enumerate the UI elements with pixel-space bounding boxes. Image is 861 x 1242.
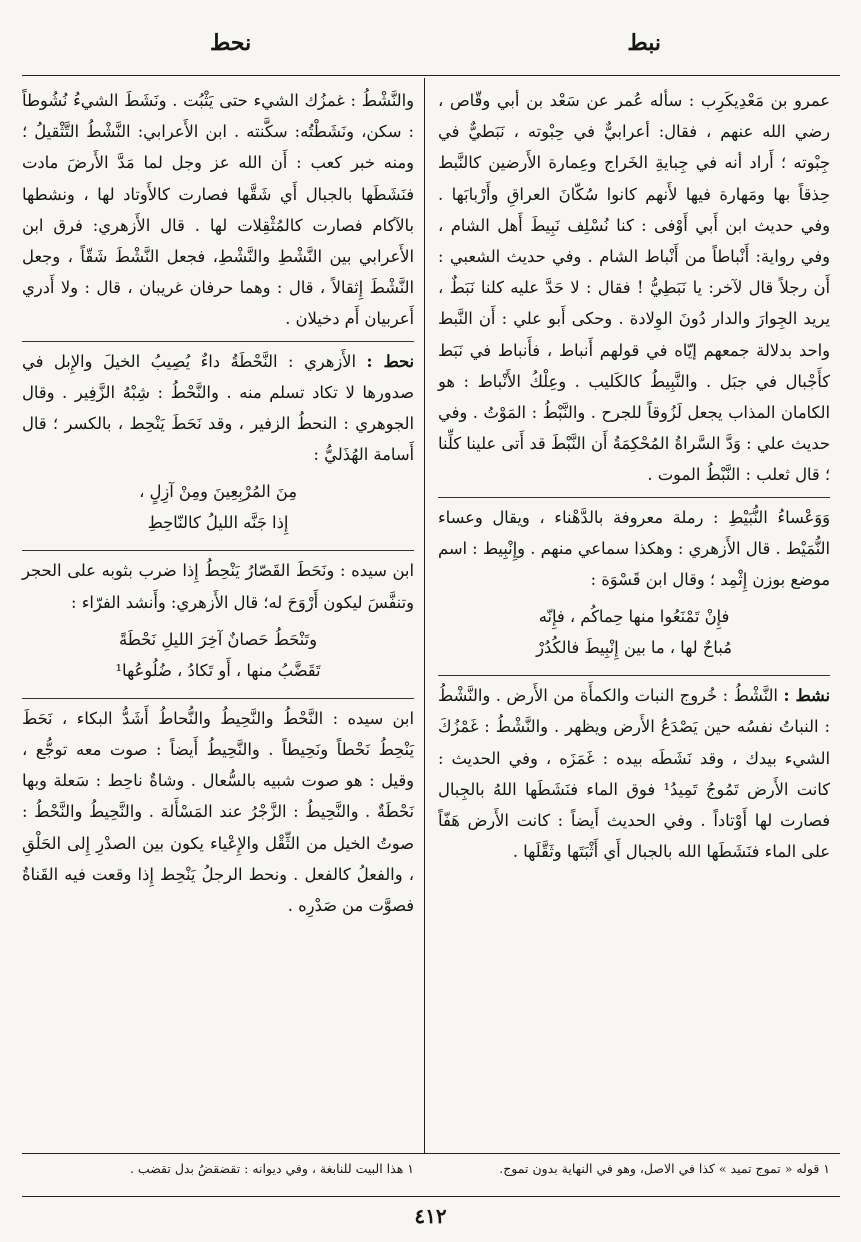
left-column — [22, 85, 414, 926]
entry-naht — [22, 346, 414, 471]
entry-naht-qassar: ابن سيده : ونَحَطَ القَصّارُ يَنْحِطُ إِذا ضرب بثوبه على الحجر وتنفَّسَ ليكون أَرْوَحَ له؛ قال الأَزهري: وأَنشد الفرّاء : — [22, 561, 414, 612]
column-separator — [424, 78, 425, 1153]
entry-nabt-continuation: عمرو بن مَعْدِيكَرِب : سأله عُمر عن سَعْد بن أبي وقّاص ، رضي الله عنهم ، فقال: أعرابيٌّ في حِبْوته ، نَبَطيٌّ في جِبْوته ؛ أَراد أنه في جِبايةِ الخَراج وعِمارة الأَرضين كالنَّبط حِذقاً بها ومَهارة فيها لأَنهم كانوا سُكّانَ العراقِ وأَرْبابَها . وفي حديث ابن أَبي أَوْفى : كنا نُسْلِف نَبِيطَ أَهل الشام ، وفي رواية: أَنْباطاً من أَنْباط الشام . وفي حديث الشعبي : أَن رجلاً قال لآخر: يا نَبَطِيُّ ! فقال : لا حَدَّ عليه كلنا نَبَطٌ ، يريد الجِوارَ والدار دُونَ الوِلادة . وحكى أَبو علي : أَن النَّبط واحد بدلالة جمعهم إيّاه في قولهم أَنباط ، فأَنباط في نَبَط كأَجْبال في جبَل . والنَّبِيطُ كالكَليب . وعِلْكُ الأَنْباط : هو الكامان المذاب يجعل لَزُوقاً للجرح . والنَّبْطُ : المَوْتُ . وفي حديث علي : وَدَّ السَّراةُ المُحْكِمَةُ أَن النَّبْطَ قد أَتى علينا كلِّنا ؛ قال ثعلب : النَّبْطُ الموت . — [438, 91, 830, 485]
verse-farra — [22, 624, 414, 686]
bottom-rule — [22, 1196, 840, 1197]
entry-nasht-continuation: والنَّشْطُ : غمزُك الشيء حتى يَثْبُت . ونَشَطَ الشيءُ نُشُوطاً : سكن، ونَشَطْتُه: سكَّنته . ابن الأَعرابي: النَّشْطُ التَّثْقيلُ ؛ ومنه خبر كعب : أَن الله عز وجل لما مَدَّ الأَرضَ مادت فنَشَطَها بالجبال أَي شَقَّها فصارت كالأَوتاد لها ، ونشطها بالآكام فصارت كالمُثْقِلات لها . قال الأَزهري: فرق ابن الأَعرابي بين النَّشْطِ والنَّشْطِ، فجعل النَّشْطَ شَقّاً ، وجعل النَّشْطَ إِثقالاً ، قال : وهما حرفان غريبان ، قال : ولا أَدري أَعربيان أَم دخيلان . — [22, 91, 414, 329]
verse-line: مِنَ المُرْبِعِينَ ومِنْ آزِلٍ ، — [139, 482, 297, 502]
entry-nasht — [438, 680, 830, 867]
paragraph-divider — [22, 698, 414, 699]
page-number: ٤١٢ — [414, 1204, 447, 1228]
headword-naht: نحط : — [366, 351, 414, 371]
verse-ibn-qaswa — [438, 601, 830, 663]
paragraph-divider — [22, 550, 414, 551]
paragraph-divider — [438, 675, 830, 676]
verse-line: تَقَضَّبُ منها ، أَو تَكادُ ، ضُلُوعُها¹ — [115, 660, 321, 680]
header-rule — [22, 75, 840, 76]
verse-line: فإِنْ تَمْنَعُوا منها حِماكُم ، فإِنّه — [538, 607, 730, 627]
header-right-word: نبط — [627, 30, 661, 56]
paragraph-divider — [438, 497, 830, 498]
footnote-right: ١ قوله « تموج تميد » كذا في الاصل، وهو في النهاية بدون تموج. — [499, 1161, 830, 1176]
entry-nabt-wasaa: وَوَعْساءُ النُّبَيْطِ : رملة معروفة بالدَّهْناء ، ويقال وعساء النُّمَيْط . قال الأَزهري : وهكذا سماعي منهم . وإِنْبِيط : اسم موضع بوزن إِثْمِد ؛ وقال ابن قَسْوَة : — [438, 507, 830, 590]
verse-usama-hudhali — [22, 476, 414, 538]
footnote-rule — [22, 1153, 840, 1154]
paragraph-divider — [22, 341, 414, 342]
header-left-word: نحط — [210, 30, 252, 56]
verse-line: إِذا جَنَّه الليلُ كالنّاحِطِ — [147, 513, 289, 533]
footnote-left: ١ هذا البيت للنابغة ، وفي ديوانه : تقضقضُ بدل تقضب . — [129, 1161, 414, 1176]
verse-line: وتَنْحَطُ حَصانٌ آخِرَ الليلِ نَحْطَةً — [119, 629, 317, 649]
entry-naht-bukaa: ابن سيده : النَّحْطُ والنَّحِيطُ والنُّحاطُ أَشَدُّ البكاء ، نَحَطَ يَنْحِطُ نَحْطاً ونَحِيطاً . والنَّحِيطُ أَيضاً : صوت معه توجُّع ، وقيل : هو صوت شبيه بالسُّعال . وشاةٌ ناحِط : سَعلة وبها نَحْطَةٌ . والنَّحِيطُ : الزَّجْرُ عند المَسْأَلة . والنَّحِيطُ والنَّحْطُ : صوتُ الخيل من الثِّقْل والإِعْياء يكون بين الصدْرِ إِلى الحَلْقِ ، والفعلُ كالفعل . ونحط الرجلُ يَنْحِط إِذا وقعت فيه القَناةُ فصوَّت من صَدْرِه . — [22, 708, 414, 916]
headword-nasht: نشط : — [783, 686, 830, 706]
verse-line: مُباحٌ لها ، ما بين إِنْبِيطَ فالكُدُرْ — [536, 638, 732, 658]
right-column — [438, 85, 830, 872]
entry-nasht-text: النَّشْطُ : خُروج النبات والكمأَة من الأَرض . والنَّشْطُ : النباتُ نفسُه حين يَصْدَعُ الأَرض ويظهر . والنَّشْطُ : غَمْزُكَ الشيء بيدك ، وقد نَشَطَه بيده : غَمَزَه ، وفي الحديث : كانت الأَرض تَمُوجُ تَمِيدُ¹ فوق الماء فنَشَطَها اللهُ بالجِبال فصارت لها أَوْتاداً . وفي الحديث أَيضاً : كانت الأَرض هَفّاً على الماء فنَشَطَها الله بالجبال أَي أَثْبَتَها وثَقَّلَها . — [438, 686, 830, 862]
entry-naht-text: الأَزهري : النَّحْطَةُ داءٌ يُصِيبُ الخيلَ والإِبل في صدورها لا تكاد تسلم منه . والنَّحْطُ : شِبْهُ الزَّفِير . وقال الجوهري : النحطُ الزفير ، وقد نَحَطَ يَنْحِط ، بالكسر ؛ قال أَسامة الهُذَليُّ : — [22, 351, 414, 465]
